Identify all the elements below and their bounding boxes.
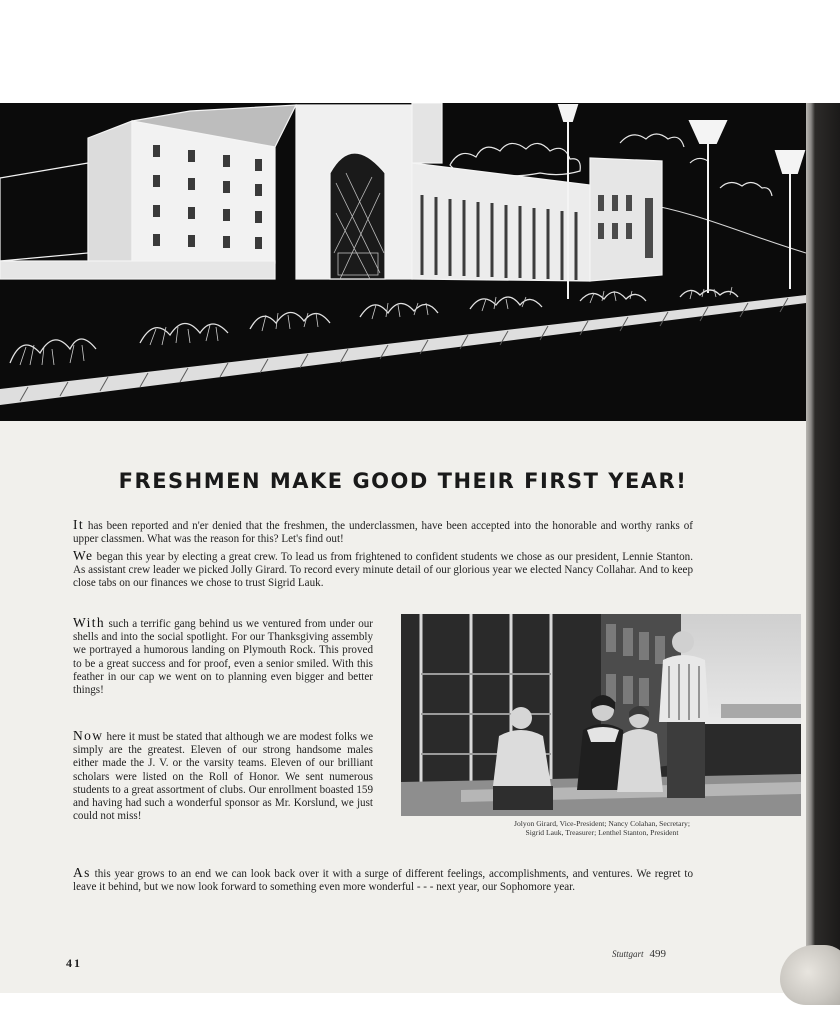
intro-paragraph	[73, 518, 693, 546]
book-spine-edge	[806, 103, 840, 993]
roster-text: here it must be stated that although we are modest folks we simply are the greatest. Eleven of our strong handsome males either made the J. V. or the varsity teams. Eleven of our brilliant scholars were listed on the Roll of Honor. We sent numerous students to a great assortment of clubs. Our enrollment boasted 159 and having had such a wonderful sponsor as Mr. Korslund, we just could not miss!	[73, 731, 373, 823]
gang-lead-word: With	[73, 615, 106, 630]
caption-line-2: Sigrid Lauk, Treasurer; Lenthel Stanton, President	[525, 828, 679, 837]
school-building-illustration	[0, 103, 806, 421]
photo-caption	[412, 819, 792, 837]
crew-paragraph	[73, 549, 693, 591]
page-number: 41	[66, 956, 82, 970]
gang-paragraph	[73, 616, 373, 697]
intro-lead-word: It	[73, 517, 85, 532]
intro-text: has been reported and n'er denied that the freshmen, the underclassmen, have been accepted into the honorable and worthy ranks of upper classmen. What was the reason for this? Let's find out!	[73, 520, 693, 546]
source-page-number: 499	[649, 948, 667, 960]
closing-text: this year grows to an end we can look back over it with a surge of different feelings, accomplishments, and ventures. We regret to leave it behind, but we now look forward to something even more wonderful - - - next year, our Sophomore year.	[73, 868, 693, 894]
source-reference	[612, 948, 666, 960]
page-title: FRESHMEN MAKE GOOD THEIR FIRST YEAR!	[118, 469, 688, 493]
source-name: Stuttgart	[612, 949, 644, 959]
closing-paragraph	[73, 866, 693, 894]
class-officers-photo	[401, 614, 801, 816]
crew-lead-word: We	[73, 548, 94, 563]
crew-text: began this year by electing a great crew. To lead us from frightened to confident students we chose as our president, Lennie Stanton. As assistant crew leader we picked Jolly Girard. To record every minute detail of our glorious year we elected Nancy Collahar. And to keep close tabs on our finances we chose to trust Sigrid Lauk.	[73, 551, 693, 590]
roster-paragraph	[73, 729, 373, 823]
caption-line-1: Jolyon Girard, Vice-President; Nancy Colahan, Secretary;	[514, 819, 690, 828]
closing-lead-word: As	[73, 865, 91, 880]
gang-text: such a terrific gang behind us we ventured from under our shells and into the social spotlight. For our Thanksgiving assembly we portrayed a humorous landing on Plymouth Rock. This proved to be a great success and for proof, even a senior smiled. With this feather in our cap we went on to planning even bigger and better things!	[73, 618, 373, 697]
yearbook-page	[0, 103, 806, 993]
roster-lead-word: Now	[73, 728, 104, 743]
